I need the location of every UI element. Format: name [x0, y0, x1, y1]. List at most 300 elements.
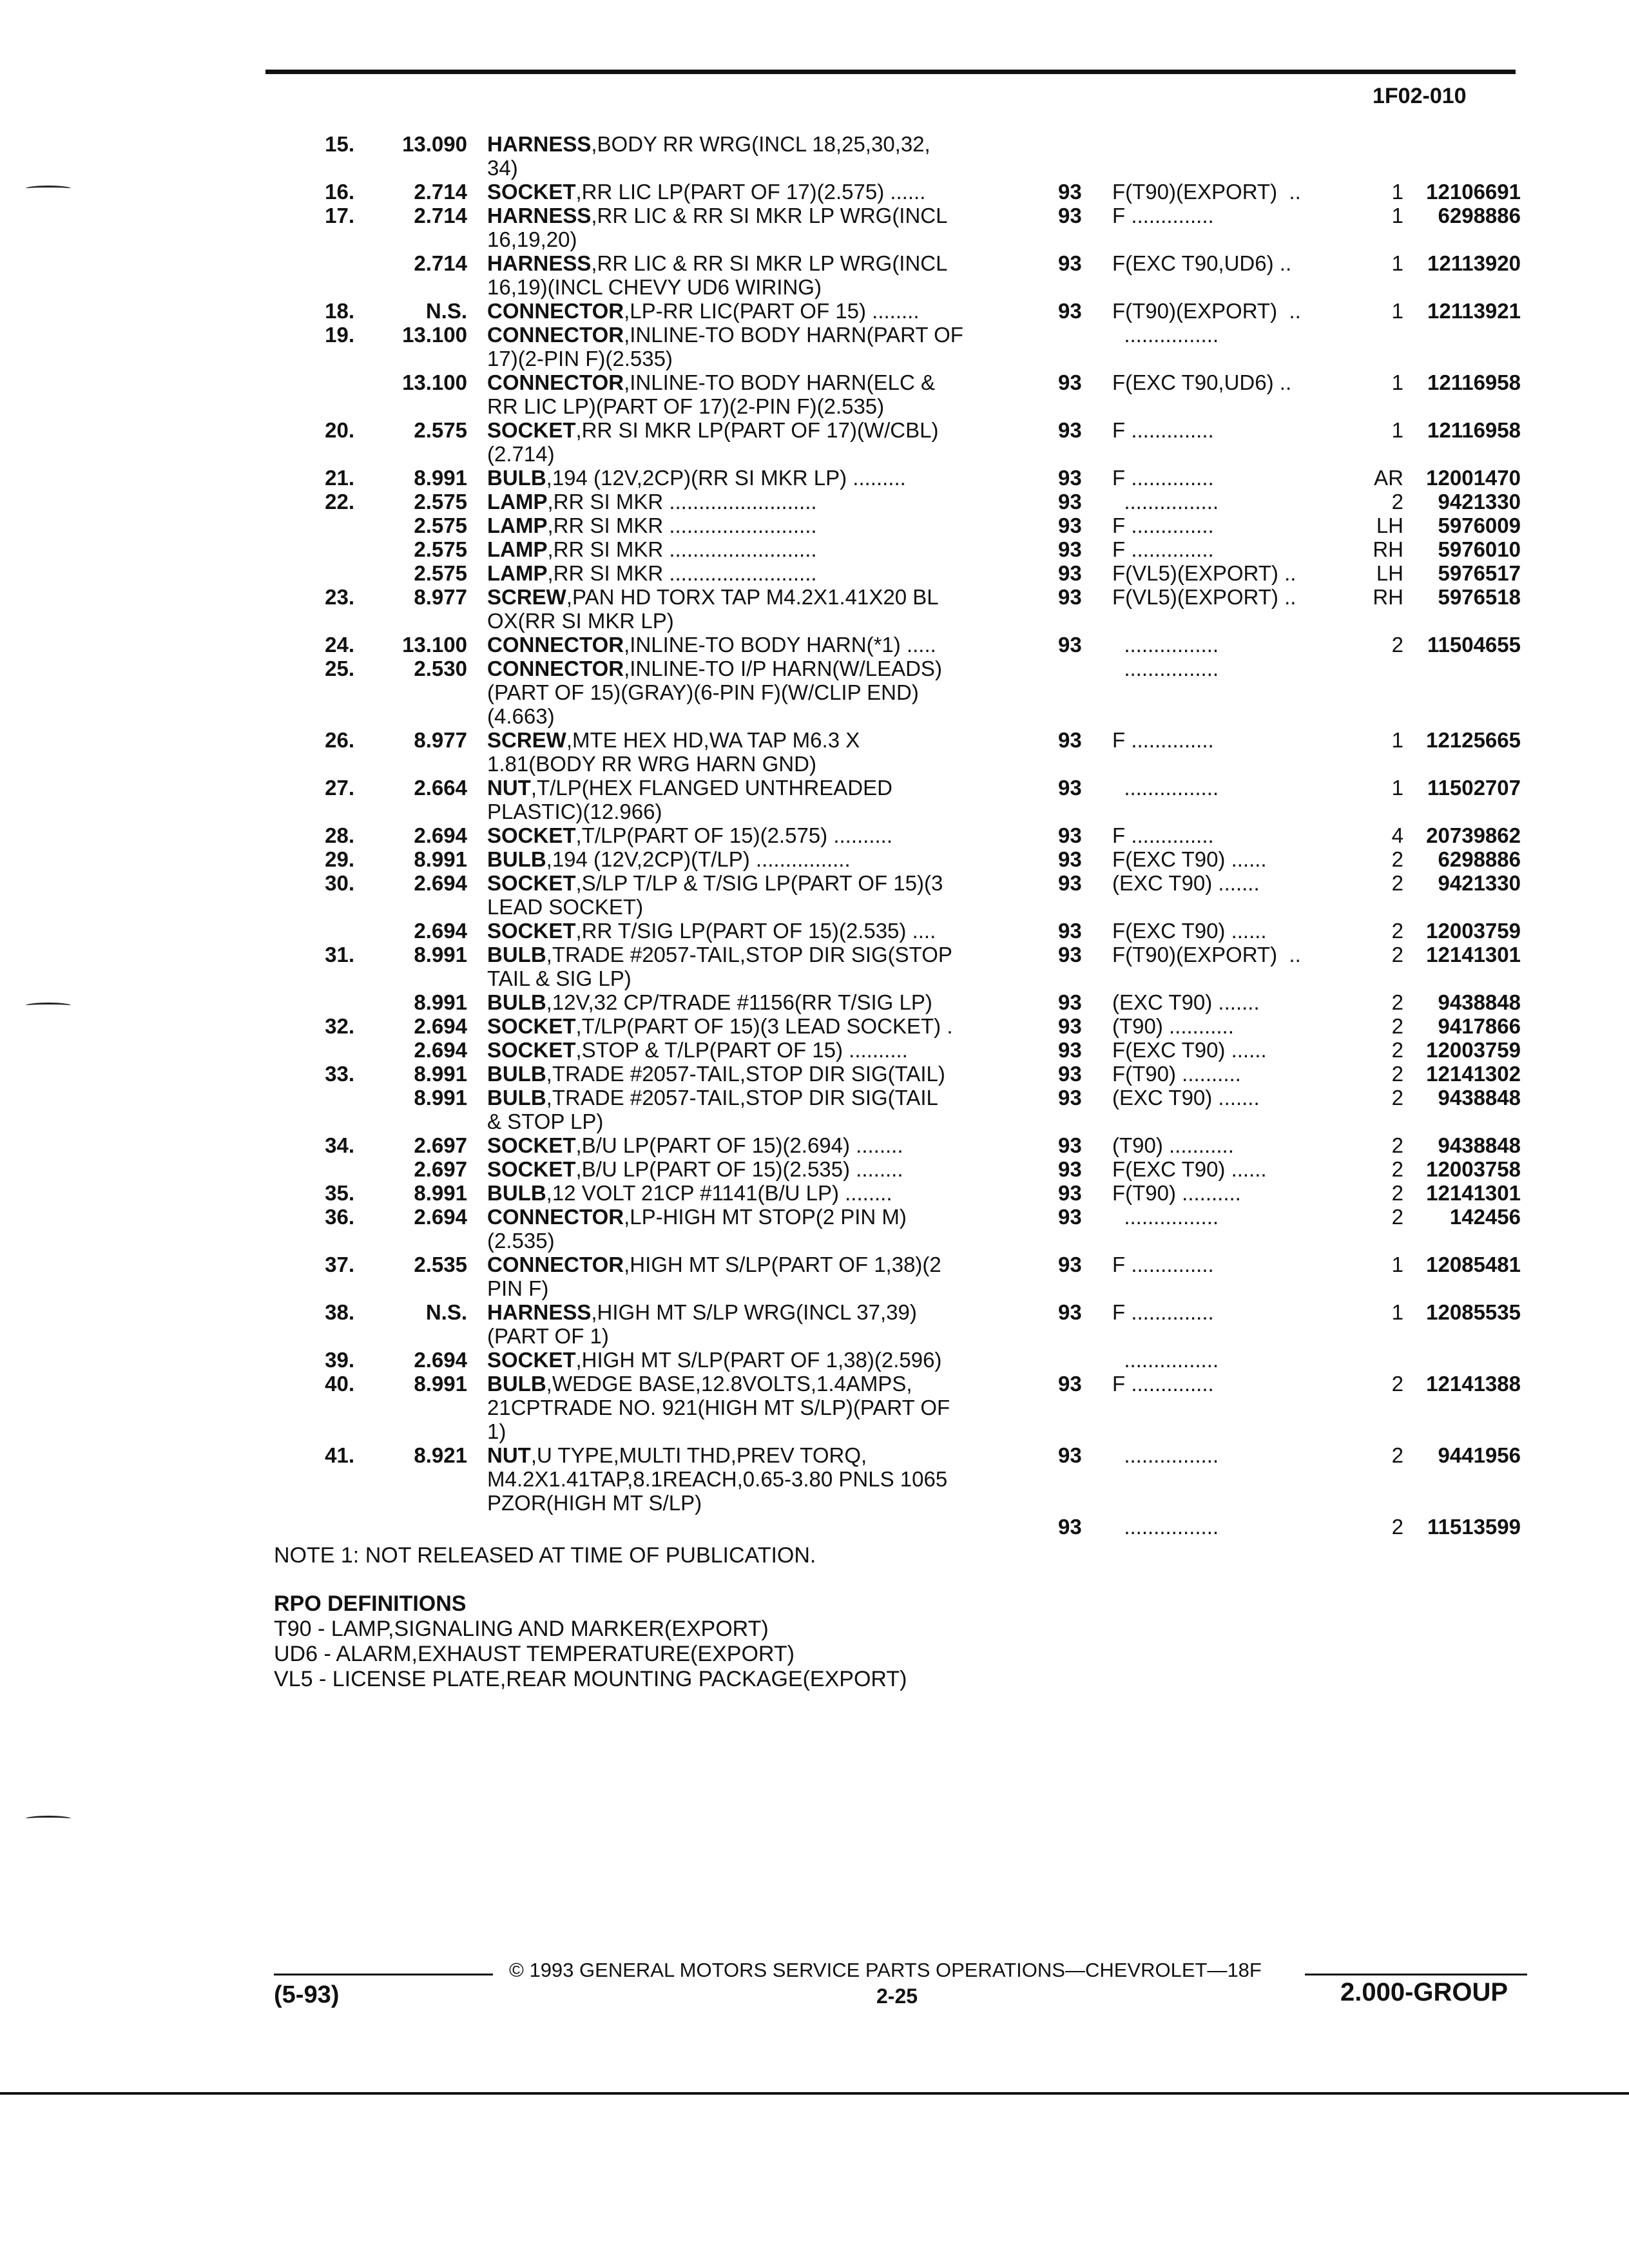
part-name: SOCKET: [487, 1157, 576, 1181]
description-line: TAIL & SIG LP): [487, 966, 631, 990]
quantity: 1: [1391, 776, 1403, 800]
description-line: ,INLINE-TO BODY HARN(ELC &: [624, 370, 935, 394]
part-number: 9421330: [1438, 490, 1521, 514]
footer-rule-left: [274, 1974, 493, 1975]
group-number: 8.977: [414, 585, 467, 609]
group-number: 2.664: [414, 776, 467, 800]
rpo-line: VL5 - LICENSE PLATE,REAR MOUNTING PACKAGE(EXPORT): [274, 1667, 907, 1691]
part-name: SOCKET: [487, 1348, 576, 1372]
description-line: ,12V,32 CP/TRADE #1156(RR T/SIG LP): [546, 990, 932, 1014]
description-line: ,U TYPE,MULTI THD,PREV TORQ,: [530, 1443, 867, 1467]
model-year: 93: [1058, 847, 1082, 871]
item-number: 39.: [325, 1348, 354, 1372]
description-line: 34): [487, 156, 518, 180]
model-usage: ................: [1112, 1348, 1219, 1372]
part-name: SCREW: [487, 728, 566, 752]
rpo-title: RPO DEFINITIONS: [274, 1591, 467, 1616]
group-number: 13.090: [402, 132, 467, 156]
description-line: 1): [487, 1419, 506, 1443]
description-line: & STOP LP): [487, 1110, 604, 1133]
quantity: 1: [1391, 1253, 1403, 1276]
model-usage: F ..............: [1112, 466, 1214, 490]
part-name: SCREW: [487, 585, 566, 609]
part-number: 9438848: [1438, 990, 1521, 1014]
quantity: 2: [1391, 1086, 1403, 1110]
table-row: [0, 1062, 1629, 1110]
model-usage: F(VL5)(EXPORT) ..: [1112, 585, 1296, 609]
part-description: [487, 847, 1022, 871]
group-number: 8.991: [414, 847, 467, 871]
part-number: 12141301: [1426, 1181, 1521, 1205]
quantity: 2: [1391, 1157, 1403, 1181]
model-usage: (EXC T90) .......: [1112, 1086, 1260, 1110]
quantity: 2: [1391, 633, 1403, 657]
part-number: 12141302: [1426, 1062, 1521, 1086]
quantity: 1: [1391, 370, 1403, 394]
description-line: M4.2X1.41TAP,8.1REACH,0.65-3.80 PNLS 1065: [487, 1467, 948, 1491]
top-rule: [265, 70, 1516, 74]
description-line: 16,19,20): [487, 227, 577, 251]
description-line: ,T/LP(PART OF 15)(3 LEAD SOCKET) .: [575, 1014, 953, 1038]
part-description: [487, 1181, 1022, 1205]
description-line: ,INLINE-TO BODY HARN(*1) .....: [624, 633, 936, 657]
quantity: 1: [1391, 418, 1403, 442]
model-usage: (T90) ...........: [1112, 1133, 1234, 1157]
group-number: N.S.: [425, 299, 467, 323]
model-year: 93: [1058, 1038, 1082, 1062]
quantity: 2: [1391, 1372, 1403, 1396]
part-name: HARNESS: [487, 251, 592, 275]
description-line: ,HIGH MT S/LP(PART OF 1,38)(2: [624, 1253, 941, 1276]
model-usage: ................: [1112, 1443, 1219, 1467]
part-number: 12001470: [1426, 466, 1521, 490]
model-year: 93: [1058, 728, 1082, 752]
part-description: [487, 299, 1022, 323]
part-name: LAMP: [487, 537, 548, 561]
model-usage: F(T90)(EXPORT) ..: [1112, 180, 1301, 204]
model-year: 93: [1058, 1014, 1082, 1038]
description-line: ,RR LIC & RR SI MKR LP WRG(INCL: [591, 204, 948, 227]
description-line: ,T/LP(HEX FLANGED UNTHREADED: [530, 776, 892, 800]
table-row: [0, 490, 1629, 537]
item-number: 18.: [325, 299, 354, 323]
part-number: 12085535: [1426, 1300, 1521, 1324]
model-year: 93: [1058, 919, 1082, 943]
model-usage: F ..............: [1112, 728, 1214, 752]
quantity: 2: [1391, 1133, 1403, 1157]
model-usage: ................: [1112, 490, 1219, 514]
group-number: 2.530: [414, 657, 467, 680]
part-name: HARNESS: [487, 204, 592, 227]
model-year: 93: [1058, 990, 1082, 1014]
description-line: (2.535): [487, 1229, 555, 1253]
part-description: [487, 990, 1022, 1014]
description-line: ,12 VOLT 21CP #1141(B/U LP) ........: [546, 1181, 892, 1205]
part-number: 20739862: [1426, 823, 1521, 847]
model-year: 93: [1058, 1062, 1082, 1086]
description-line: ,T/LP(PART OF 15)(2.575) ..........: [575, 823, 893, 847]
model-year: 93: [1058, 180, 1082, 204]
description-line: ,RR T/SIG LP(PART OF 15)(2.535) ....: [575, 919, 936, 943]
model-usage: F(T90)(EXPORT) ..: [1112, 299, 1301, 323]
part-description: [487, 323, 1022, 370]
part-name: BULB: [487, 1062, 546, 1086]
description-line: ,RR LIC LP(PART OF 17)(2.575) ......: [575, 180, 926, 204]
part-description: [487, 1253, 1022, 1300]
model-usage: ................: [1112, 323, 1219, 347]
description-line: ,PAN HD TORX TAP M4.2X1.41X20 BL: [566, 585, 939, 609]
margin-mark: [26, 1816, 71, 1821]
part-number: 12141388: [1426, 1372, 1521, 1396]
group-number: 8.991: [414, 943, 467, 966]
model-year: 93: [1058, 204, 1082, 227]
model-year: 93: [1058, 585, 1082, 609]
quantity: RH: [1373, 585, 1403, 609]
group-number: 2.694: [414, 1348, 467, 1372]
description-line: ,RR SI MKR .........................: [547, 561, 817, 585]
model-usage: F(EXC T90) ......: [1112, 1038, 1267, 1062]
part-number: 5976518: [1438, 585, 1521, 609]
item-number: 21.: [325, 466, 354, 490]
rpo-line: T90 - LAMP,SIGNALING AND MARKER(EXPORT): [274, 1617, 769, 1641]
part-number: 12116958: [1427, 418, 1521, 442]
part-name: BULB: [487, 990, 546, 1014]
part-name: LAMP: [487, 561, 548, 585]
model-usage: ................: [1112, 776, 1219, 800]
item-number: 27.: [325, 776, 354, 800]
part-name: SOCKET: [487, 180, 576, 204]
description-line: ,RR SI MKR .........................: [547, 490, 817, 514]
part-number: 6298886: [1438, 847, 1521, 871]
part-name: LAMP: [487, 514, 548, 537]
page-id: 1F02-010: [1373, 84, 1467, 108]
item-number: 35.: [325, 1181, 354, 1205]
part-description: [487, 943, 1022, 990]
group-number: 2.694: [414, 871, 467, 895]
part-description: [487, 561, 1022, 585]
quantity: 2: [1391, 943, 1403, 966]
part-description: [487, 204, 1022, 251]
part-name: CONNECTOR: [487, 633, 624, 657]
quantity: 2: [1391, 1014, 1403, 1038]
item-number: 31.: [325, 943, 354, 966]
group-number: 2.714: [414, 204, 467, 227]
quantity: 2: [1391, 847, 1403, 871]
part-name: HARNESS: [487, 1300, 592, 1324]
part-name: LAMP: [487, 490, 548, 514]
item-number: 32.: [325, 1014, 354, 1038]
part-name: BULB: [487, 943, 546, 966]
part-name: SOCKET: [487, 919, 576, 943]
group-number: 2.575: [414, 514, 467, 537]
item-number: 29.: [325, 847, 354, 871]
table-row: [0, 1443, 1629, 1539]
description-line: OX(RR SI MKR LP): [487, 609, 674, 633]
part-name: SOCKET: [487, 1133, 576, 1157]
part-description: [487, 919, 1022, 943]
part-number: 9417866: [1438, 1014, 1521, 1038]
part-number: 9438848: [1438, 1086, 1521, 1110]
part-description: [487, 585, 1022, 633]
model-usage: F ..............: [1112, 823, 1214, 847]
item-number: 25.: [325, 657, 354, 680]
item-number: 17.: [325, 204, 354, 227]
model-year: 93: [1058, 823, 1082, 847]
description-line: ,194 (12V,2CP)(RR SI MKR LP) .........: [546, 466, 906, 490]
model-year: 93: [1058, 251, 1082, 275]
part-number: 12141301: [1426, 943, 1521, 966]
model-year: 93: [1058, 943, 1082, 966]
part-number: 9441956: [1438, 1443, 1521, 1467]
part-name: CONNECTOR: [487, 323, 624, 347]
model-usage: F(EXC T90) ......: [1112, 1157, 1267, 1181]
quantity: 2: [1391, 490, 1403, 514]
description-line: ,LP-RR LIC(PART OF 15) ........: [624, 299, 920, 323]
quantity: 2: [1391, 990, 1403, 1014]
item-number: 16.: [325, 180, 354, 204]
part-number: 5976517: [1438, 561, 1521, 585]
group-number: N.S.: [425, 1300, 467, 1324]
quantity: RH: [1373, 537, 1403, 561]
description-line: (2.714): [487, 442, 555, 466]
part-number: 9421330: [1438, 871, 1521, 895]
part-description: [487, 871, 1022, 919]
rpo-line: UD6 - ALARM,EXHAUST TEMPERATURE(EXPORT): [274, 1642, 795, 1666]
group-number: 8.991: [414, 1181, 467, 1205]
quantity: AR: [1374, 466, 1403, 490]
model-usage: F ..............: [1112, 204, 1214, 227]
item-number: 23.: [325, 585, 354, 609]
model-year: 93: [1058, 1443, 1082, 1467]
part-number: 12003758: [1426, 1157, 1521, 1181]
description-line: ,BODY RR WRG(INCL 18,25,30,32,: [591, 132, 930, 156]
quantity: LH: [1376, 561, 1403, 585]
part-description: [487, 657, 1022, 728]
part-description: [487, 1157, 1022, 1181]
model-usage: ................: [1112, 1515, 1219, 1539]
model-year: 93: [1058, 1372, 1082, 1396]
model-year: 93: [1058, 370, 1082, 394]
part-name: CONNECTOR: [487, 1253, 624, 1276]
part-name: CONNECTOR: [487, 299, 624, 323]
model-usage: F ..............: [1112, 418, 1214, 442]
item-number: 19.: [325, 323, 354, 347]
part-description: [487, 728, 1022, 776]
part-description: [487, 251, 1022, 299]
model-year: 93: [1058, 871, 1082, 895]
part-name: SOCKET: [487, 823, 576, 847]
part-number: 142456: [1449, 1205, 1521, 1229]
part-description: [487, 1133, 1022, 1157]
description-line: ,HIGH MT S/LP WRG(INCL 37,39): [591, 1300, 917, 1324]
description-line: ,INLINE-TO I/P HARN(W/LEADS): [624, 657, 942, 680]
description-line: PZOR(HIGH MT S/LP): [487, 1491, 702, 1515]
part-description: [487, 1062, 1022, 1086]
part-description: [487, 370, 1022, 418]
part-number: 12003759: [1426, 1038, 1521, 1062]
part-number: 12003759: [1426, 919, 1521, 943]
part-number: 12085481: [1426, 1253, 1521, 1276]
description-line: ,RR SI MKR .........................: [547, 514, 817, 537]
group-number: 2.575: [414, 561, 467, 585]
description-line: 21CPTRADE NO. 921(HIGH MT S/LP)(PART OF: [487, 1396, 950, 1419]
description-line: ,B/U LP(PART OF 15)(2.535) ........: [575, 1157, 903, 1181]
description-line: ,S/LP T/LP & T/SIG LP(PART OF 15)(3: [575, 871, 943, 895]
description-line: ,INLINE-TO BODY HARN(PART OF: [624, 323, 963, 347]
part-name: SOCKET: [487, 418, 576, 442]
part-description: [487, 823, 1022, 847]
part-description: [487, 633, 1022, 657]
description-line: ,TRADE #2057-TAIL,STOP DIR SIG(TAIL): [546, 1062, 945, 1086]
quantity: 2: [1391, 1038, 1403, 1062]
group-number: 8.991: [414, 990, 467, 1014]
part-number: 11504655: [1427, 633, 1521, 657]
part-number: 6298886: [1438, 204, 1521, 227]
model-year: 93: [1058, 490, 1082, 514]
group-number: 8.991: [414, 1372, 467, 1396]
description-line: ,TRADE #2057-TAIL,STOP DIR SIG(TAIL: [546, 1086, 938, 1110]
description-line: RR LIC LP)(PART OF 17)(2-PIN F)(2.535): [487, 394, 885, 418]
model-year: 93: [1058, 1086, 1082, 1110]
part-description: [487, 514, 1022, 537]
part-description: [487, 1300, 1022, 1348]
footer-page-number: 2-25: [876, 1984, 918, 2008]
part-name: BULB: [487, 466, 546, 490]
model-usage: F ..............: [1112, 1300, 1214, 1324]
part-number: 12106691: [1426, 180, 1521, 204]
model-year: 93: [1058, 514, 1082, 537]
group-number: 13.100: [402, 633, 467, 657]
model-year: 93: [1058, 1181, 1082, 1205]
model-usage: F(T90)(EXPORT) ..: [1112, 943, 1301, 966]
description-line: LEAD SOCKET): [487, 895, 644, 919]
quantity: LH: [1376, 514, 1403, 537]
part-number: 9438848: [1438, 1133, 1521, 1157]
description-line: (PART OF 1): [487, 1324, 609, 1348]
quantity: 1: [1391, 1300, 1403, 1324]
part-name: BULB: [487, 1372, 546, 1396]
part-description: [487, 1372, 1022, 1443]
description-line: ,WEDGE BASE,12.8VOLTS,1.4AMPS,: [546, 1372, 912, 1396]
part-name: SOCKET: [487, 871, 576, 895]
part-description: [487, 1014, 1022, 1038]
quantity: 2: [1391, 1443, 1403, 1467]
footer-group: 2.000-GROUP: [1340, 1978, 1509, 2006]
model-usage: ................: [1112, 657, 1219, 680]
item-number: 41.: [325, 1443, 354, 1467]
model-usage: F(EXC T90) ......: [1112, 919, 1267, 943]
part-description: [487, 180, 1022, 204]
description-line: PIN F): [487, 1276, 549, 1300]
quantity: 2: [1391, 1515, 1403, 1539]
model-usage: F(T90) ..........: [1112, 1062, 1241, 1086]
part-description: [487, 1205, 1022, 1253]
item-number: 33.: [325, 1062, 354, 1086]
rpo-definitions: [274, 1591, 907, 1692]
part-name: CONNECTOR: [487, 1205, 624, 1229]
description-line: ,TRADE #2057-TAIL,STOP DIR SIG(STOP: [546, 943, 952, 966]
part-description: [487, 1038, 1022, 1062]
part-description: [487, 466, 1022, 490]
note-text: NOTE 1: NOT RELEASED AT TIME OF PUBLICATION.: [274, 1543, 816, 1568]
item-number: 26.: [325, 728, 354, 752]
model-usage: F(EXC T90,UD6) ..: [1112, 251, 1292, 275]
part-name: CONNECTOR: [487, 657, 624, 680]
part-number: 11502707: [1427, 776, 1521, 800]
description-line: ,MTE HEX HD,WA TAP M6.3 X: [566, 728, 860, 752]
part-number: 11513599: [1427, 1515, 1521, 1539]
quantity: 1: [1391, 204, 1403, 227]
model-year: 93: [1058, 418, 1082, 442]
item-number: 36.: [325, 1205, 354, 1229]
model-year: 93: [1058, 1133, 1082, 1157]
part-description: [487, 776, 1022, 823]
quantity: 1: [1391, 728, 1403, 752]
part-name: SOCKET: [487, 1038, 576, 1062]
model-usage: F(EXC T90,UD6) ..: [1112, 370, 1292, 394]
group-number: 2.575: [414, 490, 467, 514]
model-usage: F ..............: [1112, 514, 1214, 537]
footer-copyright: © 1993 GENERAL MOTORS SERVICE PARTS OPERATIONS—CHEVROLET—18F: [509, 1959, 1262, 1981]
item-number: 22.: [325, 490, 354, 514]
model-usage: (EXC T90) .......: [1112, 990, 1260, 1014]
model-year: 93: [1058, 537, 1082, 561]
part-name: BULB: [487, 847, 546, 871]
parts-table: [0, 132, 1629, 1539]
description-line: ,RR SI MKR LP(PART OF 17)(W/CBL): [575, 418, 939, 442]
quantity: 4: [1391, 823, 1403, 847]
model-usage: F ..............: [1112, 1372, 1214, 1396]
description-line: ,RR LIC & RR SI MKR LP WRG(INCL: [591, 251, 948, 275]
quantity: 2: [1391, 1181, 1403, 1205]
description-line: ,HIGH MT S/LP(PART OF 1,38)(2.596): [575, 1348, 942, 1372]
model-usage: F(EXC T90) ......: [1112, 847, 1267, 871]
part-name: BULB: [487, 1086, 546, 1110]
group-number: 2.694: [414, 1014, 467, 1038]
part-number: 12113921: [1427, 299, 1521, 323]
item-number: 20.: [325, 418, 354, 442]
group-number: 8.991: [414, 1086, 467, 1110]
description-line: 17)(2-PIN F)(2.535): [487, 347, 673, 370]
model-year: 93: [1058, 1253, 1082, 1276]
group-number: 2.535: [414, 1253, 467, 1276]
group-number: 2.575: [414, 418, 467, 442]
group-number: 13.100: [402, 323, 467, 347]
description-line: PLASTIC)(12.966): [487, 800, 662, 823]
item-number: 24.: [325, 633, 354, 657]
item-number: 40.: [325, 1372, 354, 1396]
description-line: (4.663): [487, 704, 555, 728]
part-name: BULB: [487, 1181, 546, 1205]
quantity: 2: [1391, 871, 1403, 895]
part-name: CONNECTOR: [487, 370, 624, 394]
footer-rule-right: [1305, 1974, 1527, 1975]
part-description: [487, 1348, 1022, 1372]
part-number: 12125665: [1426, 728, 1521, 752]
table-row: [0, 204, 1629, 275]
item-number: 34.: [325, 1133, 354, 1157]
group-number: 8.991: [414, 466, 467, 490]
group-number: 2.694: [414, 1205, 467, 1229]
item-number: 38.: [325, 1300, 354, 1324]
part-description: [487, 1086, 1022, 1133]
model-usage: ................: [1112, 1205, 1219, 1229]
group-number: 2.694: [414, 823, 467, 847]
group-number: 2.714: [414, 180, 467, 204]
group-number: 8.991: [414, 1062, 467, 1086]
part-name: HARNESS: [487, 132, 592, 156]
description-line: 1.81(BODY RR WRG HARN GND): [487, 752, 816, 776]
